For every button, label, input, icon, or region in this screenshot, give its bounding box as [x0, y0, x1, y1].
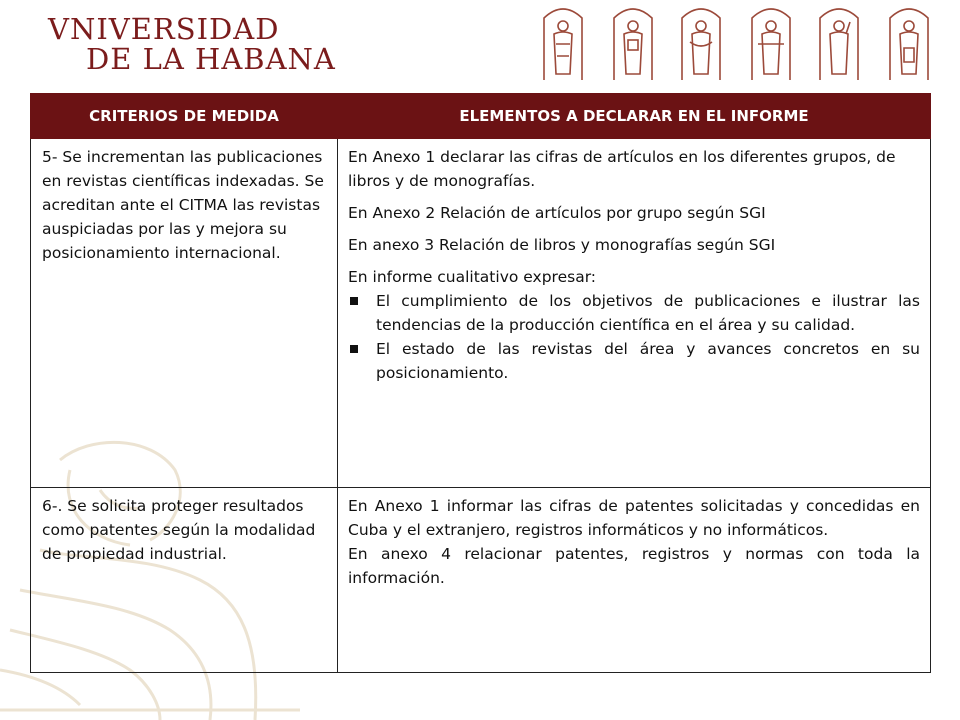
header-elementos: ELEMENTOS A DECLARAR EN EL INFORME [338, 94, 931, 139]
statue-icon [816, 4, 862, 82]
elements-paragraph: En Anexo 2 Relación de artículos por grupo según SGI [348, 204, 766, 222]
statue-icon [540, 4, 586, 82]
bullet-list [348, 289, 920, 385]
statue-icon [748, 4, 794, 82]
bullet-item: El cumplimiento de los objetivos de publicaciones e ilustrar las tendencias de la producción científica en el área y su calidad. [348, 289, 920, 337]
bullet-item: El estado de las revistas del área y avances concretos en su posicionamiento. [348, 337, 920, 385]
elements-cell [338, 139, 931, 488]
statue-icon [610, 4, 656, 82]
elements-paragraph: En anexo 3 Relación de libros y monografías según SGI [348, 236, 776, 254]
elements-paragraph: En Anexo 1 informar las cifras de patentes solicitadas y concedidas en Cuba y el extranjero, registros informáticos y no informáticos. [348, 497, 920, 539]
criterion-cell: 5- Se incrementan las publicaciones en revistas científicas indexadas. Se acreditan ante el CITMA las revistas auspiciadas por las y mejora su posicionamiento internacional. [31, 139, 338, 488]
table-row [31, 488, 931, 673]
elements-paragraph: En anexo 4 relacionar patentes, registros y normas con toda la información. [348, 545, 920, 587]
criteria-table-container [30, 93, 930, 673]
university-logo [48, 14, 336, 74]
logo-line-2: DE LA HABANA [86, 42, 336, 76]
statue-icon [886, 4, 932, 82]
elements-paragraph: En Anexo 1 declarar las cifras de artículos en los diferentes grupos, de libros y de monografías. [348, 148, 896, 190]
statue-strip [530, 0, 960, 86]
table-row [31, 139, 931, 488]
elements-cell [338, 488, 931, 673]
table-header-row [31, 94, 931, 139]
statue-icon [678, 4, 724, 82]
criteria-table [30, 93, 931, 673]
criterion-cell: 6-. Se solicita proteger resultados como patentes según la modalidad de propiedad industrial. [31, 488, 338, 673]
logo-line-1: VNIVERSIDAD [48, 12, 280, 46]
elements-paragraph: En informe cualitativo expresar: [348, 268, 597, 286]
header-criterios: CRITERIOS DE MEDIDA [31, 94, 338, 139]
